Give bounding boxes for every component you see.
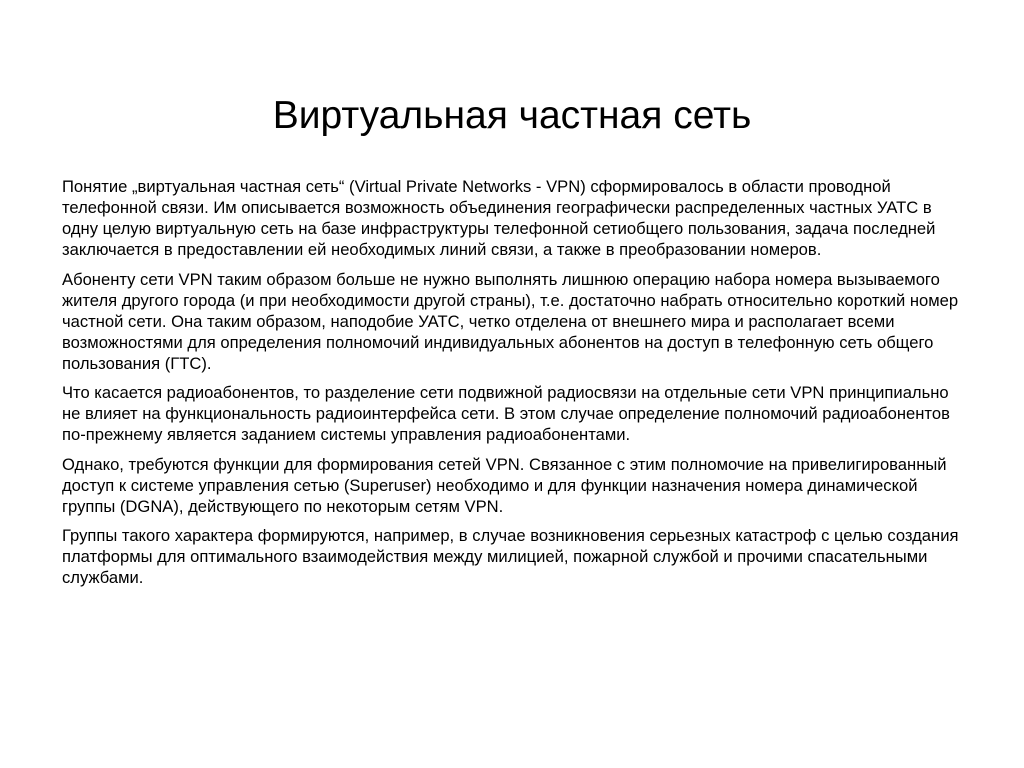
slide-title: Виртуальная частная сеть bbox=[272, 94, 752, 137]
paragraph-radio-subscribers: Что касается радиоабонентов, то разделение сети подвижной радиосвязи на отдельные сети VPN принципиально не влияет на функциональность радиоинтерфейса сети. В этом случае определение полномочий радиоабонентов по-прежнему является заданием системы управления радиоабонентами. bbox=[62, 383, 950, 444]
paragraph-groups: Группы такого характера формируются, например, в случае возникновения серьезных катастроф с целью создания платформы для оптимального взаимодействия между милицией, пожарной службой и прочими спасательными службами. bbox=[62, 526, 959, 587]
paragraph-vpn-concept: Понятие „виртуальная частная сеть“ (Virtual Private Networks - VPN) сформировалось в области проводной телефонной связи. Им описывается возможность объединения географически распределенных частных УАТС в одну целую виртуальную сеть на базе инфраструктуры телефонной сетиобщего пользования, задача последней заключается в предоставлении ей необходимых линий связи, а также в преобразовании номеров. bbox=[62, 177, 936, 259]
paragraph-vpn-subscriber: Абоненту сети VPN таким образом больше не нужно выполнять лишнюю операцию набора номера вызываемого жителя другого города (и при необходимости другой страны), т.е. достаточно набрать относительно короткий номер частной сети. Она таким образом, наподобие УАТС, четко отделена от внешнего мира и располагает всеми возможностями для определения полномочий индивидуальных абонентов на доступ в телефонную сеть общего пользования (ГТС). bbox=[62, 269, 959, 373]
paragraph-vpn-functions: Однако, требуются функции для формирования сетей VPN. Связанное с этим полномочие на привелигированный доступ к системе управления сетью (Superuser) необходимо и для функции назначения номера динамической группы (DGNA), действующего по некоторым сетям VPN. bbox=[62, 454, 947, 516]
slide-body bbox=[62, 176, 962, 597]
